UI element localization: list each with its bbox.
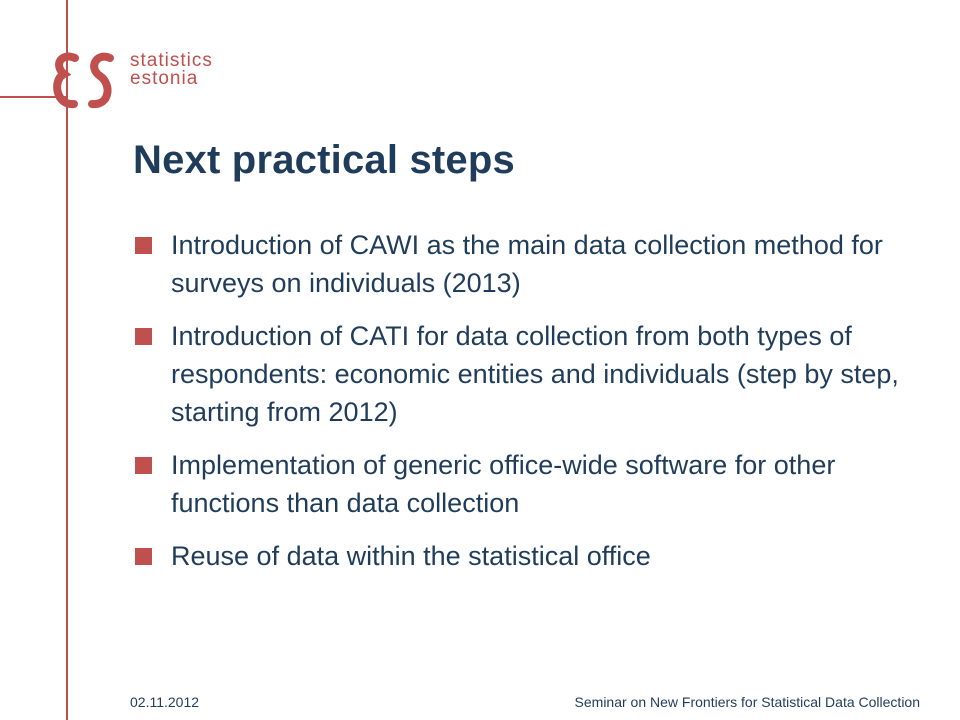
bullet-text: Introduction of CATI for data collection from both types of respondents: economic entities and individuals (step by step, starting from 2012) [171,321,899,427]
footer-date: 02.11.2012 [130,694,200,710]
square-bullet-icon [135,457,152,474]
bullet-text: Implementation of generic office-wide software for other functions than data collection [171,450,836,518]
bullet-list [133,226,933,590]
logo-wordmark-line2: estonia [130,68,199,89]
slide-title: Next practical steps [133,138,515,182]
bullet-item [133,317,933,431]
bullet-text: Introduction of CAWI as the main data collection method for surveys on individuals (2013) [171,230,883,298]
bullet-item [133,226,933,302]
bullet-item [133,446,933,522]
square-bullet-icon [135,548,152,565]
logo-wordmark-line1: statistics [130,50,213,71]
square-bullet-icon [135,328,152,345]
footer-event-title: Seminar on New Frontiers for Statistical Data Collection [574,694,920,710]
bullet-item [133,537,933,575]
square-bullet-icon [135,237,152,254]
statistics-estonia-logo [48,44,238,120]
bullet-text: Reuse of data within the statistical office [171,541,651,571]
